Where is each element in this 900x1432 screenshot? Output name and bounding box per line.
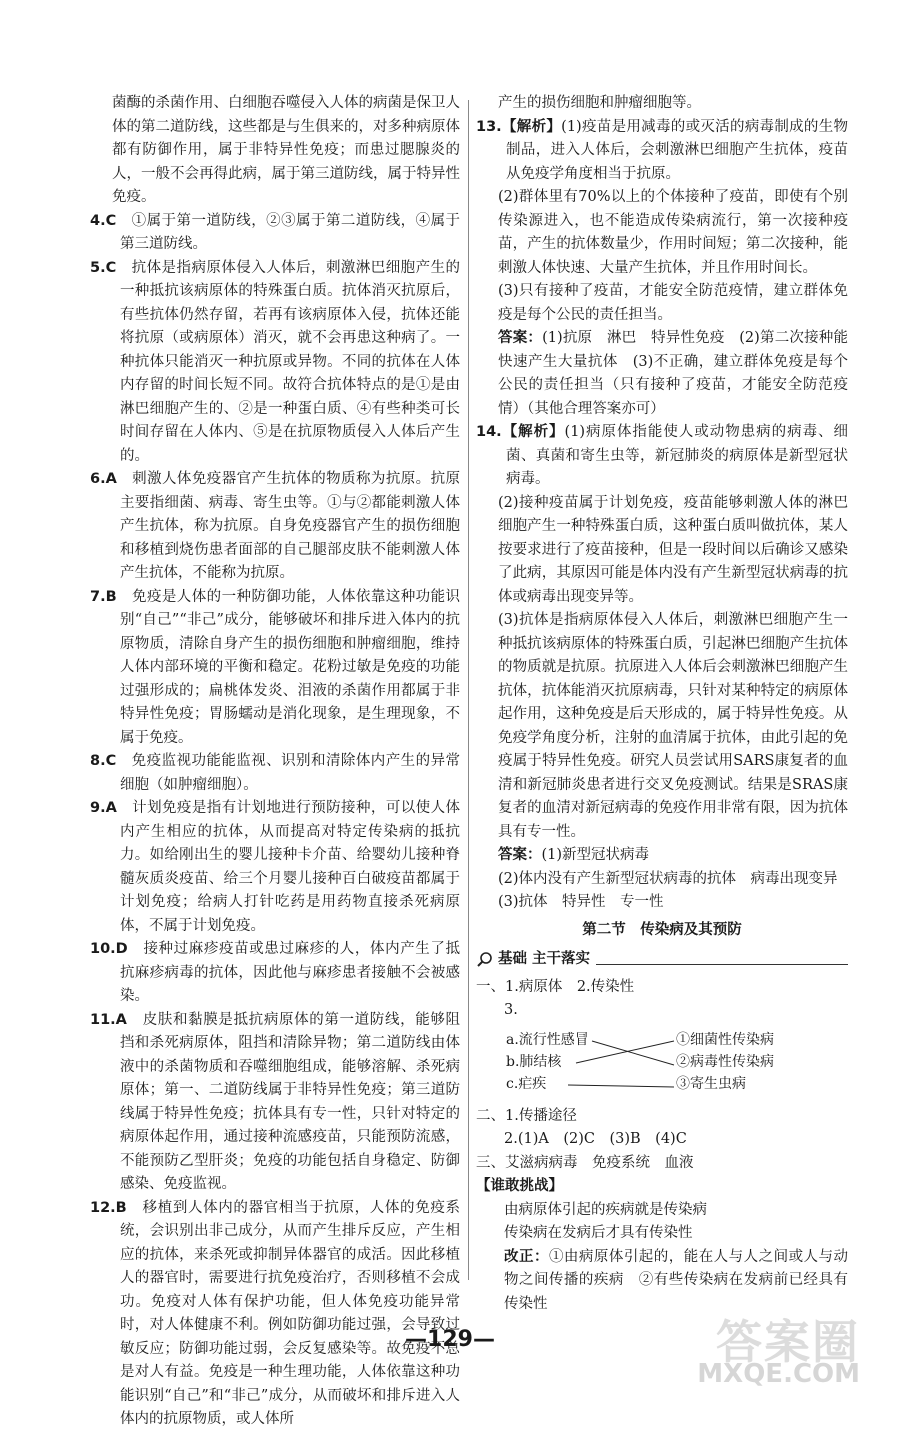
item-text: 抗体是指病原体侵入人体后，刺激淋巴细胞产生的一种抵抗该病原体的特殊蛋白质。抗体消灭抗原后，有些抗体仍然存留，若再有该病原体入侵，抗体还能将抗原（或病原体）消灭，就不会再患这种病了。一种抗体只能消灭一种抗原或异物。不同的抗体在人体内存留的时间长短不同。故符合抗体特点的是①是由淋巴细胞产生的、②是一种蛋白质、④有些种类可长时间存留在人体内、⑤是在抗原物质侵入人体后产生的。: [120, 259, 461, 464]
basics-banner: [476, 948, 848, 972]
match-right-1: ①细菌性传染病: [676, 1031, 774, 1048]
correction-text: ①由病原体引起的，能在人与人之间或人与动物之间传播的疾病 ②有些传染病在发病前已经具有传染性: [504, 1248, 849, 1312]
match-left-c: c.疟疾: [506, 1075, 547, 1092]
page-number: —129—: [405, 1327, 495, 1352]
item-13-part-2: (2)群体里有70%以上的个体接种了疫苗，即使有个别传染源进入，也不能造成传染病流行，第一次接种疫苗，产生的抗体数量少，作用时间短；第二次接种，能刺激人体快速、大量产生抗体，并且作用时间长。: [498, 189, 848, 276]
item-number: 9.A: [90, 800, 117, 816]
matching-diagram: [506, 1027, 848, 1099]
challenge-correction: [476, 1246, 848, 1317]
answer-item-5: [90, 257, 460, 469]
item-text: 免疫监视功能能监视、识别和清除体内产生的异常细胞（如肿瘤细胞）。: [120, 753, 461, 793]
answer-label: 答案：: [498, 330, 543, 346]
analysis-text: (1)疫苗是用减毒的或灭活的病毒制成的生物制品，进入人体后，会刺激淋巴细胞产生抗体，疫苗从免疫学角度相当于抗原。: [506, 118, 849, 182]
answer-item-4: [90, 210, 460, 257]
answer-item-11: [90, 1009, 460, 1197]
left-column: [90, 92, 460, 1432]
banner-title: 基础 主干落实: [498, 951, 591, 967]
item-14-answer-2: (2)体内没有产生新型冠状病毒的抗体 病毒出现变异: [498, 870, 838, 887]
item-text: 皮肤和黏膜是抵抗病原体的第一道防线，能够阻挡和杀死病原体，阻挡和清除异物；第二道防线由体液中的杀菌物质和吞噬细胞组成，能够溶解、杀死病原体；第一、二道防线属于非特异性免疫；第三道防线属于特异性免疫；抗体具有专一性，只针对特定的病原体起作用，通过接种流感疫苗，只能预防流感，不能预防乙型肝炎；免疫的功能包括自身稳定、防御感染、免疫监视。: [120, 1011, 460, 1192]
intro-paragraph: 菌酶的杀菌作用、白细胞吞噬侵入人体的病菌是保卫人体的第二道防线，这些都是与生俱来的，对多种病原体都有防御作用，属于非特异性免疫；而患过腮腺炎的人，一般不会再得此病，属于第三道防线，属于特异性免疫。: [112, 95, 460, 205]
analysis-label: 【解析】: [501, 118, 562, 135]
basics-part-3: 三、艾滋病病毒 免疫系统 血液: [476, 1154, 694, 1171]
challenge-label: 【谁敢挑战】: [476, 1178, 563, 1194]
magnifier-icon: [476, 951, 494, 969]
item-13-part-3: (3)只有接种了疫苗，才能安全防范疫情，建立群体免疫是每个公民的责任担当。: [498, 283, 848, 323]
basics-part-2-answers: 2.(1)A (2)C (3)B (4)C: [504, 1131, 687, 1147]
basics-item-3-label: 3.: [504, 1002, 518, 1018]
item-number: 12.B: [90, 1199, 127, 1216]
item-number: 8.C: [90, 753, 117, 769]
match-right-2: ②病毒性传染病: [676, 1053, 774, 1070]
basics-part-1: 一、1.病原体 2.传染性: [476, 978, 635, 995]
match-left-b: b.肺结核: [506, 1053, 562, 1070]
item-text: 移植到人体内的器官相当于抗原，人体的免疫系统，会识别出非己成分，从而产生排斥反应，产生相应的抗体，来杀死或抑制异体器官的成活。因此移植人的器官时，需要进行抗免疫治疗，否则移植不会成功。免疫对人体有保护功能，但人体免疫功能异常时，对人体健康不利。例如防御功能过强，会导致过敏反应；防御功能过弱，会反复感染等。故免疫不总是对人有益。免疫是一种生理功能，人体依靠这种功能识别“自己”和“非己”成分，从而破坏和排斥进入人体内的抗原物质，或人体所: [120, 1199, 460, 1427]
answer-label: 答案：: [498, 847, 542, 863]
watermark-logo: 答案圈: [716, 1314, 860, 1369]
answer-item-9: [90, 797, 460, 938]
challenge-statement-2: 传染病在发病后才具有传染性: [504, 1225, 693, 1241]
item-14-answer: [476, 844, 848, 868]
item-12-continued: 产生的损伤细胞和肿瘤细胞等。: [498, 95, 701, 111]
analysis-text: (1)病原体指能使人或动物患病的病毒、细菌、真菌和寄生虫等，新冠肺炎的病原体是新型冠状病毒。: [506, 424, 849, 487]
answer-item-8: [90, 750, 460, 797]
right-column: [476, 92, 848, 1316]
watermark-url: MXQE.COM: [697, 1358, 860, 1389]
item-text: ①属于第一道防线，②③属于第二道防线，④属于第三道防线。: [120, 212, 461, 252]
item-number: 5.C: [90, 259, 117, 276]
correction-label: 改正：: [504, 1248, 549, 1265]
answer-item-6: [90, 468, 460, 586]
item-text: 免疫是人体的一种防御功能，人体依靠这种功能识别“自己”“非己”成分，能够破坏和排斥进入体内的抗原物质，清除自身产生的损伤细胞和肿瘤细胞，维持人体内部环境的平衡和稳定。花粉过敏是免疫的功能过强形成的；扁桃体发炎、泪液的杀菌作用都属于非特异性免疫；胃肠蠕动是消化现象，是生理现象，不属于免疫。: [120, 588, 461, 746]
item-number: 14.: [476, 424, 502, 440]
match-left-a: a.流行性感冒: [506, 1031, 589, 1048]
answer-item-7: [90, 586, 460, 751]
item-text: 计划免疫是指有计划地进行预防接种，可以使人体内产生相应的抗体，从而提高对特定传染病的抵抗力。如给刚出生的婴儿接种卡介苗、给婴幼儿接种脊髓灰质炎疫苗、给三个月婴儿接种百白破疫苗都属于计划免疫；给病人打针吃药是用药物直接杀死病原体，不属于计划免疫。: [120, 800, 461, 934]
section-title: 第二节 传染病及其预防: [582, 921, 742, 938]
answer-item-14: [476, 421, 848, 492]
item-number: 4.C: [90, 212, 117, 229]
item-number: 7.B: [90, 588, 117, 605]
item-number: 10.D: [90, 941, 128, 957]
banner-rule: [596, 954, 848, 965]
answer-item-13: [476, 116, 848, 187]
answer-item-10: [90, 938, 460, 1009]
answer-text: (1)新型冠状病毒: [541, 847, 650, 863]
challenge-statement-1: 由病原体引起的疾病就是传染病: [504, 1201, 707, 1218]
item-13-answer: [476, 327, 848, 421]
item-number: 11.A: [90, 1011, 127, 1028]
item-14-answer-3: (3)抗体 特异性 专一性: [498, 894, 664, 910]
match-right-3: ③寄生虫病: [676, 1075, 746, 1092]
item-number: 6.A: [90, 471, 117, 487]
basics-part-2: 二、1.传播途径: [476, 1107, 577, 1124]
item-text: 刺激人体免疫器官产生抗体的物质称为抗原。抗原主要指细菌、病毒、寄生虫等。①与②都能刺激人体产生抗体，称为抗原。自身免疫器官产生的损伤细胞和移植到烧伤患者面部的自己腿部皮肤不能刺激人体产生抗体，不能称为抗原。: [120, 471, 461, 581]
answer-item-12: [90, 1197, 460, 1432]
analysis-label: 【解析】: [501, 424, 565, 440]
item-14-part-3: (3)抗体是指病原体侵入人体后，刺激淋巴细胞产生一种抵抗该病原体的特殊蛋白质，引起淋巴细胞产生抗体的物质就是抗原。抗原进入人体后会刺激淋巴细胞产生抗体，抗体能消灭抗原病毒，只针对某种特定的病原体起作用，这种免疫是后天形成的，属于特异性免疫。从免疫学角度分析，注射的血清属于抗体，由此引起的免疫属于特异性免疫。研究人员尝试用SARS康复者的血清和新冠肺炎患者进行交叉免疫测试。结果是SRAS康复者的血清对新冠病毒的免疫作用非常有限，因为抗体具有专一性。: [498, 612, 848, 840]
item-text: 接种过麻疹疫苗或患过麻疹的人，体内产生了抵抗麻疹病毒的抗体，因此他与麻疹患者接触不会被感染。: [120, 941, 461, 1004]
item-number: 13.: [476, 118, 502, 135]
item-14-part-2: (2)接种疫苗属于计划免疫，疫苗能够刺激人体的淋巴细胞产生一种特殊蛋白质，这种蛋白质叫做抗体，某人按要求进行了疫苗接种，但是一段时间以后确诊又感染了此病，其原因可能是体内没有产生新型冠状病毒的抗体或病毒出现变异等。: [498, 494, 848, 605]
column-divider: [468, 100, 469, 1280]
answer-text: (1)抗原 淋巴 特异性免疫 (2)第二次接种能快速产生大量抗体 (3)不正确，建立群体免疫是每个公民的责任担当（只有接种了疫苗，才能安全防范疫情）（其他合理答案亦可）: [498, 330, 849, 417]
